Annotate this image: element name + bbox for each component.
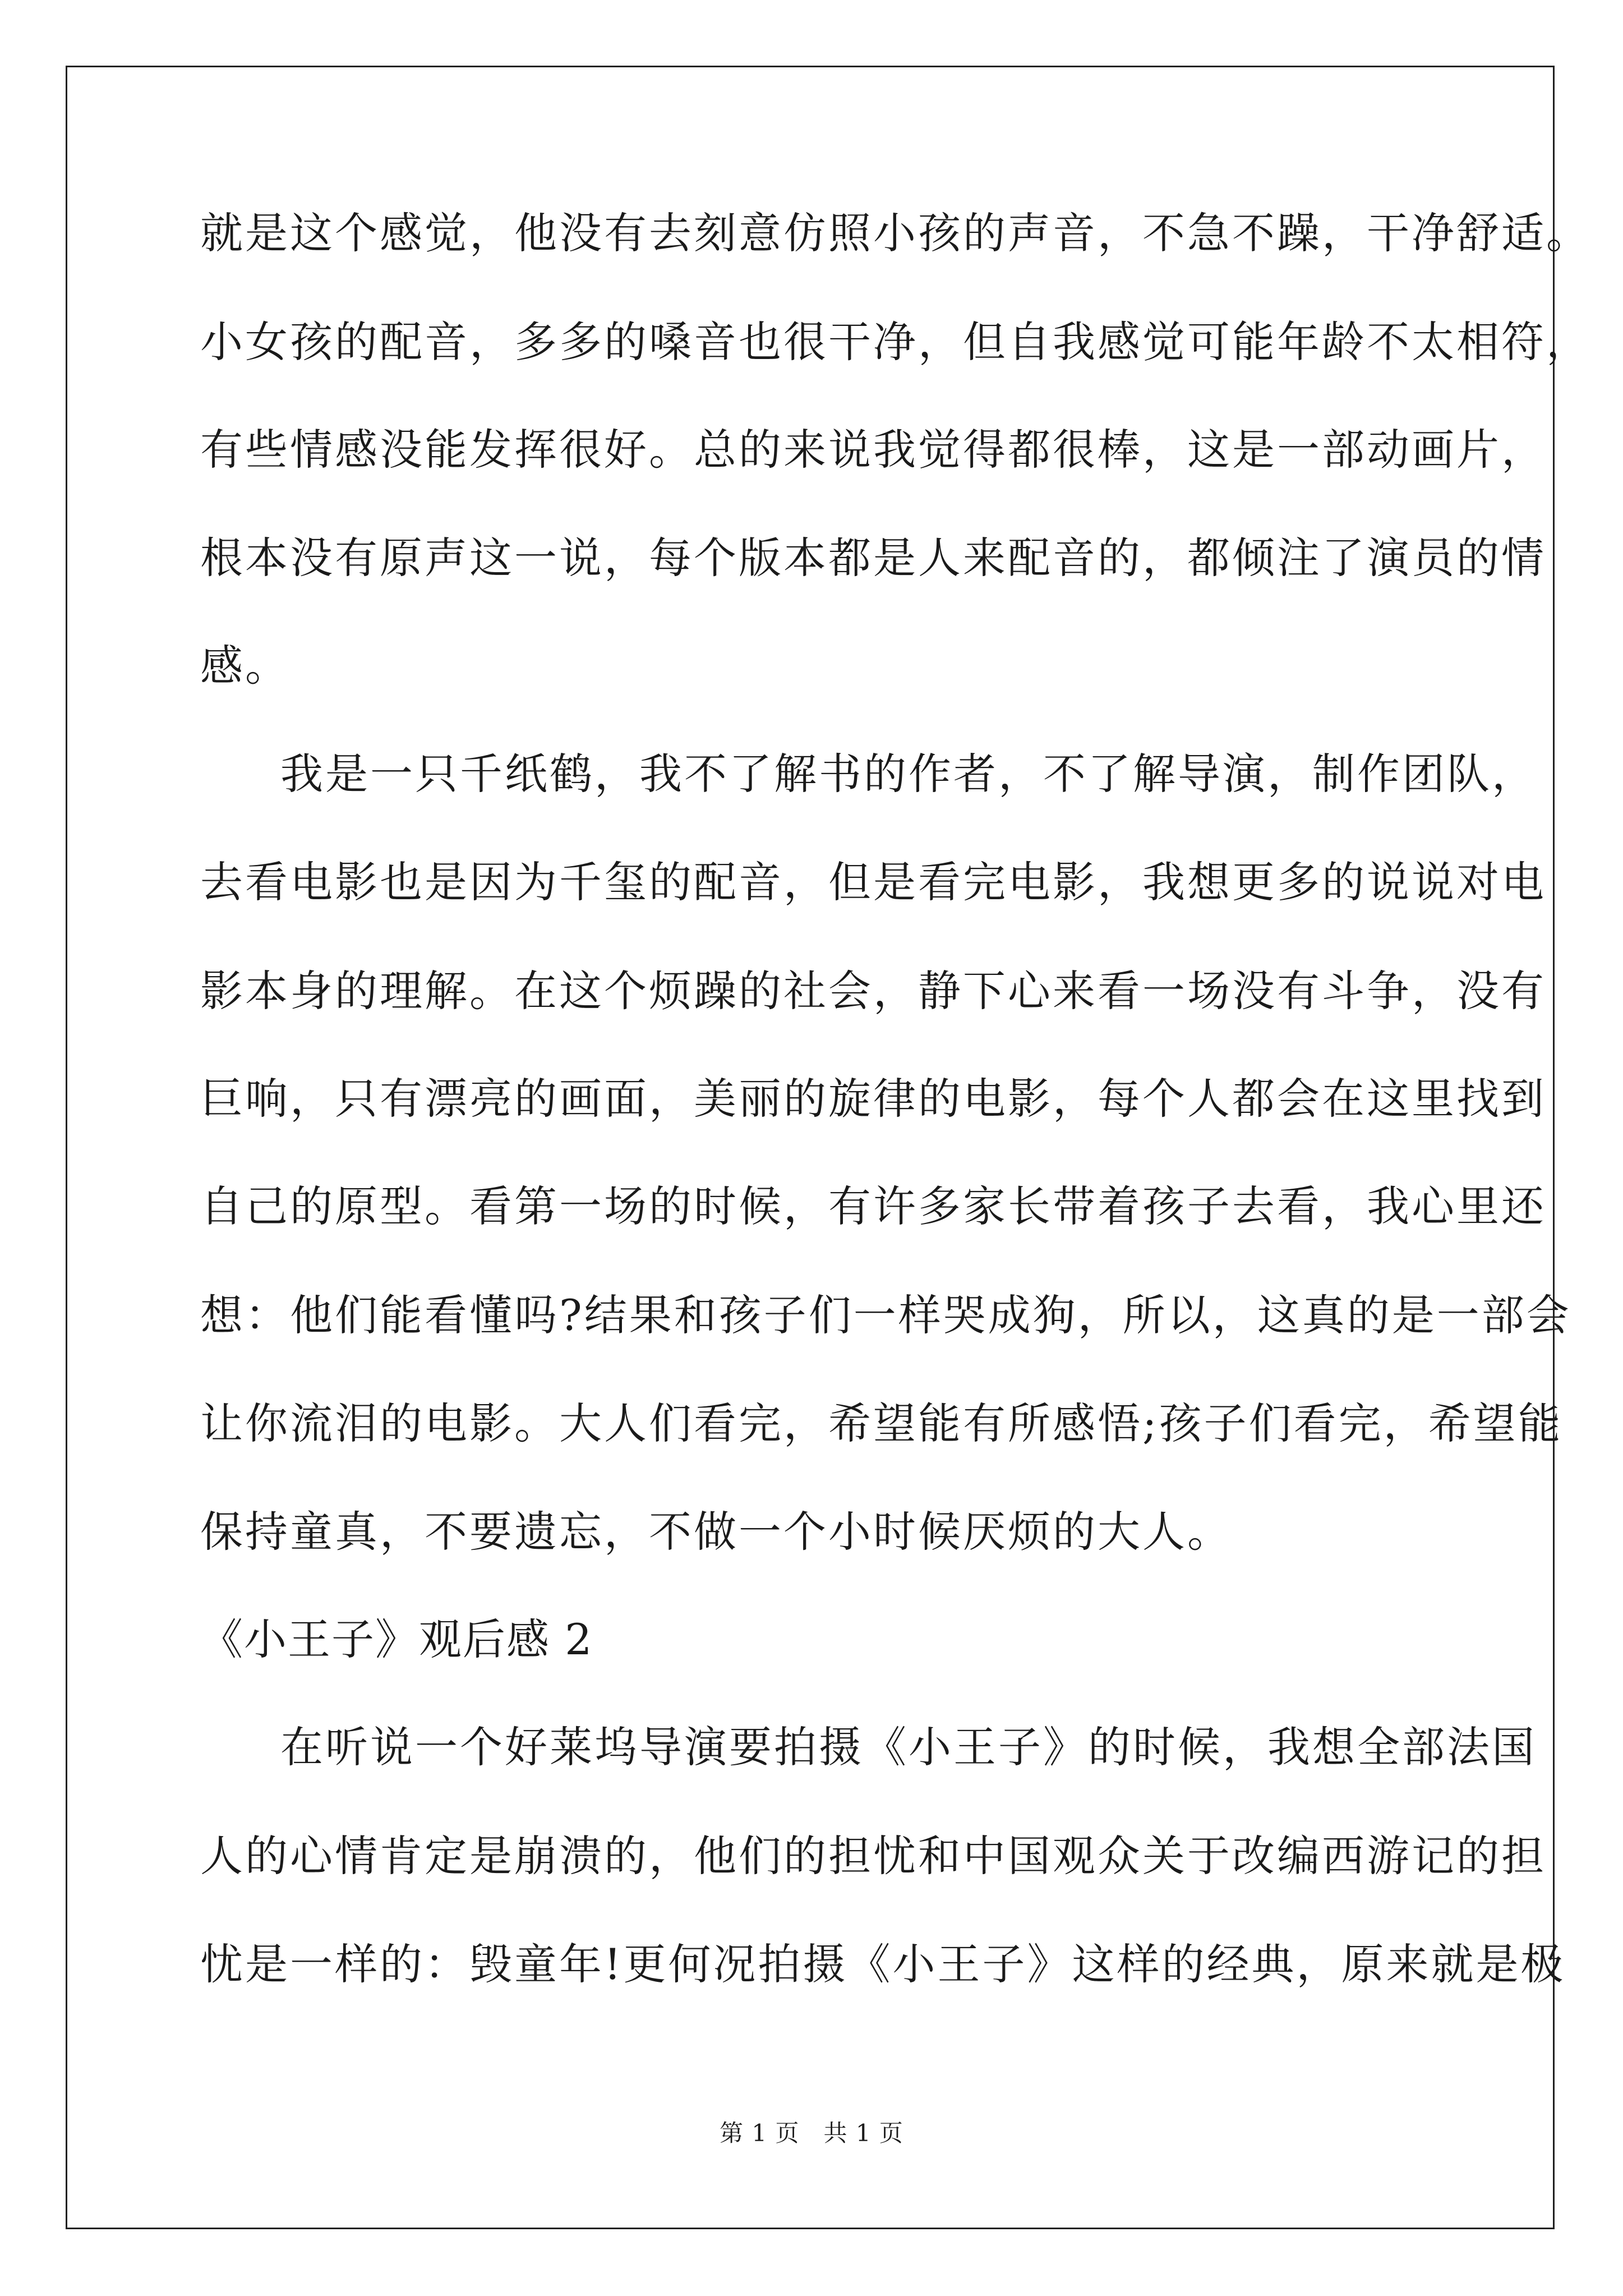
text-line: 保持童真，不要遗忘，不做一个小时候厌烦的大人。	[200, 1507, 1232, 1557]
text-line: 去看电影也是因为千玺的配音，但是看完电影，我想更多的说说对电	[200, 857, 1546, 907]
page-footer: 第 1 页 共 1 页	[720, 2119, 903, 2147]
text-line: 人的心情肯定是崩溃的，他们的担忧和中国观众关于改编西游记的担	[200, 1831, 1546, 1881]
paragraph-first-line: 在听说一个好莱坞导演要拍摄《小王子》的时候，我想全部法国	[280, 1722, 1537, 1772]
text-line: 让你流泪的电影。大人们看完，希望能有所感悟;孩子们看完，希望能	[200, 1398, 1563, 1448]
text-line: 忧是一样的：毁童年!更何况拍摄《小王子》这样的经典，原来就是极	[200, 1939, 1566, 1989]
text-line: 巨响，只有漂亮的画面，美丽的旋律的电影，每个人都会在这里找到	[200, 1074, 1546, 1124]
text-line: 自己的原型。看第一场的时候，有许多家长带着孩子去看，我心里还	[200, 1181, 1546, 1231]
text-line: 就是这个感觉，他没有去刻意仿照小孩的声音，不急不躁，干净舒适。	[200, 208, 1591, 258]
paragraph-first-line: 我是一只千纸鹤，我不了解书的作者，不了解导演，制作团队，	[280, 749, 1537, 799]
text-line: 小女孩的配音，多多的嗓音也很干净，但自我感觉可能年龄不太相符，	[200, 317, 1591, 367]
text-line: 想：他们能看懂吗?结果和孩子们一样哭成狗，所以，这真的是一部会	[200, 1290, 1571, 1340]
text-line: 根本没有原声这一说，每个版本都是人来配音的，都倾注了演员的情	[200, 533, 1546, 583]
text-line: 影本身的理解。在这个烦躁的社会，静下心来看一场没有斗争，没有	[200, 966, 1546, 1016]
section-heading: 《小王子》观后感 2	[200, 1614, 593, 1664]
text-line: 有些情感没能发挥很好。总的来说我觉得都很棒，这是一部动画片，	[200, 425, 1546, 475]
text-line: 感。	[200, 641, 290, 691]
page-border	[66, 66, 1555, 2229]
